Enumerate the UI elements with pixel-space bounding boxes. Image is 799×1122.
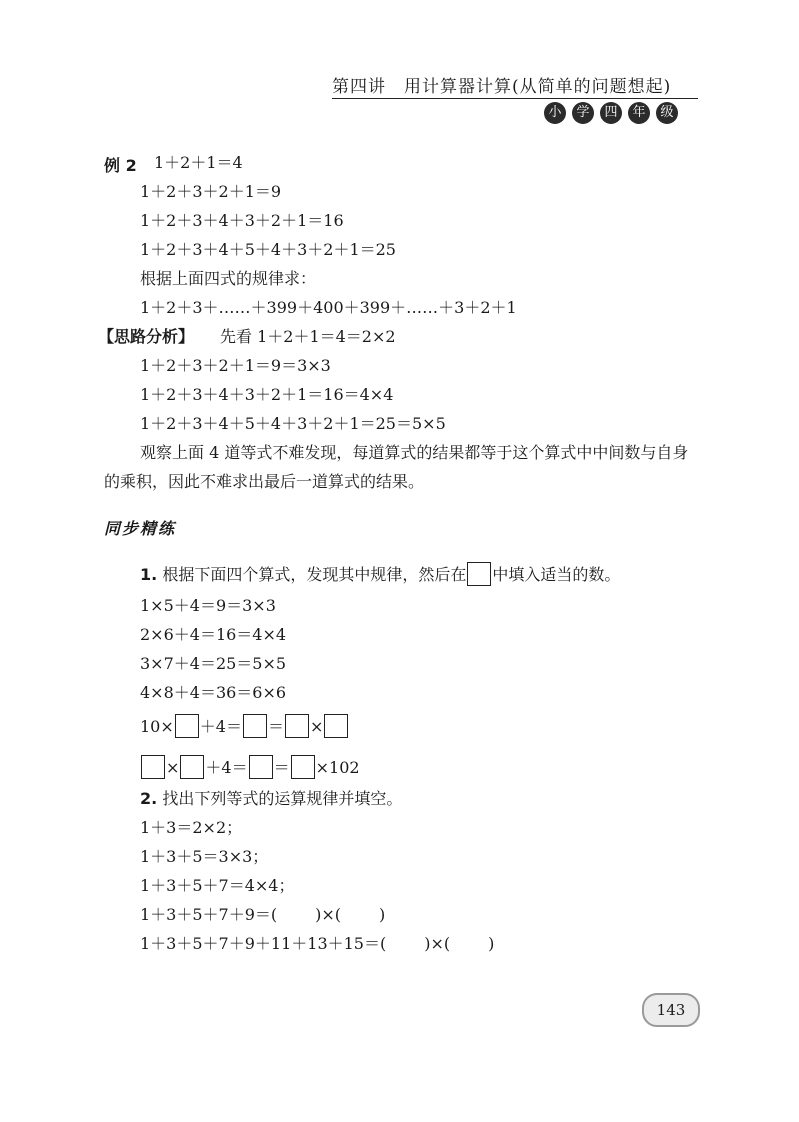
q2-equation: 1＋3＝2×2； xyxy=(140,818,243,837)
header-rule xyxy=(332,98,698,99)
answer-box[interactable] xyxy=(291,755,315,779)
grade-char: 小 xyxy=(544,102,566,124)
section-title: 同步精练 xyxy=(104,519,177,538)
page-number: 143 xyxy=(642,993,700,1027)
fill-text: × xyxy=(309,717,324,736)
example-label: 例 2 xyxy=(104,156,137,175)
q2-equation: 1＋3＋5＝3×3； xyxy=(140,847,269,866)
q1-equation: 4×8＋4＝36＝6×6 xyxy=(140,683,287,702)
q1-fill-line xyxy=(140,755,360,779)
answer-box[interactable] xyxy=(467,562,491,586)
analysis-line: 1＋2＋3＋4＋5＋4＋3＋2＋1＝25＝5×5 xyxy=(140,414,446,433)
analysis-label: 【思路分析】 xyxy=(98,327,195,346)
fill-text: ) xyxy=(379,905,386,924)
question-1 xyxy=(140,562,620,586)
fill-text: ＋4＝ xyxy=(205,758,248,777)
q1-equation: 1×5＋4＝9＝3×3 xyxy=(140,596,276,615)
fill-text: ＝ xyxy=(273,758,290,777)
example-line: 1＋2＋3＋4＋5＋4＋3＋2＋1＝25 xyxy=(140,240,396,259)
answer-box[interactable] xyxy=(285,714,309,738)
question-text: 根据下面四个算式，发现其中规律，然后在 xyxy=(162,565,467,584)
grade-char: 级 xyxy=(656,102,678,124)
grade-char: 学 xyxy=(572,102,594,124)
answer-box[interactable] xyxy=(324,714,348,738)
analysis-line: 1＋2＋3＋2＋1＝9＝3×3 xyxy=(140,356,331,375)
answer-box[interactable] xyxy=(180,755,204,779)
question-text: 中填入适当的数。 xyxy=(492,565,621,584)
grade-badge xyxy=(544,102,678,124)
fill-text: 1＋3＋5＋7＋9＝( xyxy=(140,905,278,924)
q2-fill-line xyxy=(140,905,385,925)
fill-text: ＝ xyxy=(267,717,284,736)
fill-text: ＋4＝ xyxy=(199,717,242,736)
q1-equation: 3×7＋4＝25＝5×5 xyxy=(140,654,287,673)
question-2 xyxy=(140,789,402,809)
fill-text: )×( xyxy=(315,905,342,924)
fill-text: ) xyxy=(488,934,495,953)
question-number: 2. xyxy=(140,789,158,808)
answer-box[interactable] xyxy=(175,714,199,738)
q2-equation: 1＋3＋5＋7＝4×4； xyxy=(140,876,295,895)
analysis-paragraph: 观察上面 4 道等式不难发现，每道算式的结果都等于这个算式中中间数与自身的乘积，因此不难求出最后一道算式的结果。 xyxy=(104,443,689,491)
example-line: 1＋2＋1＝4 xyxy=(154,153,243,172)
grade-char: 年 xyxy=(628,102,650,124)
q1-equation: 2×6＋4＝16＝4×4 xyxy=(140,625,287,644)
fill-text: 10× xyxy=(140,717,174,736)
example-line: 1＋2＋3＋4＋3＋2＋1＝16 xyxy=(140,211,344,230)
analysis-first-line: 先看 1＋2＋1＝4＝2×2 xyxy=(220,327,396,346)
fill-text: × xyxy=(166,758,180,777)
grade-char: 四 xyxy=(600,102,622,124)
example-line: 1＋2＋3＋2＋1＝9 xyxy=(140,182,282,201)
question-text: 找出下列等式的运算规律并填空。 xyxy=(162,789,403,808)
chapter-title: 第四讲 用计算器计算(从简单的问题想起) xyxy=(332,77,672,97)
example-question: 根据上面四式的规律求： xyxy=(140,269,317,288)
fill-text: ×102 xyxy=(315,758,360,777)
q2-fill-line xyxy=(140,934,494,954)
question-number: 1. xyxy=(140,565,158,584)
analysis-line: 1＋2＋3＋4＋3＋2＋1＝16＝4×4 xyxy=(140,385,394,404)
fill-text: 1＋3＋5＋7＋9＋11＋13＋15＝( xyxy=(140,934,387,953)
fill-text: )×( xyxy=(424,934,451,953)
example-line: 1＋2＋3＋……＋399＋400＋399＋……＋3＋2＋1 xyxy=(140,298,517,317)
q1-fill-line xyxy=(140,714,349,738)
answer-box[interactable] xyxy=(141,755,165,779)
answer-box[interactable] xyxy=(243,714,267,738)
answer-box[interactable] xyxy=(249,755,273,779)
